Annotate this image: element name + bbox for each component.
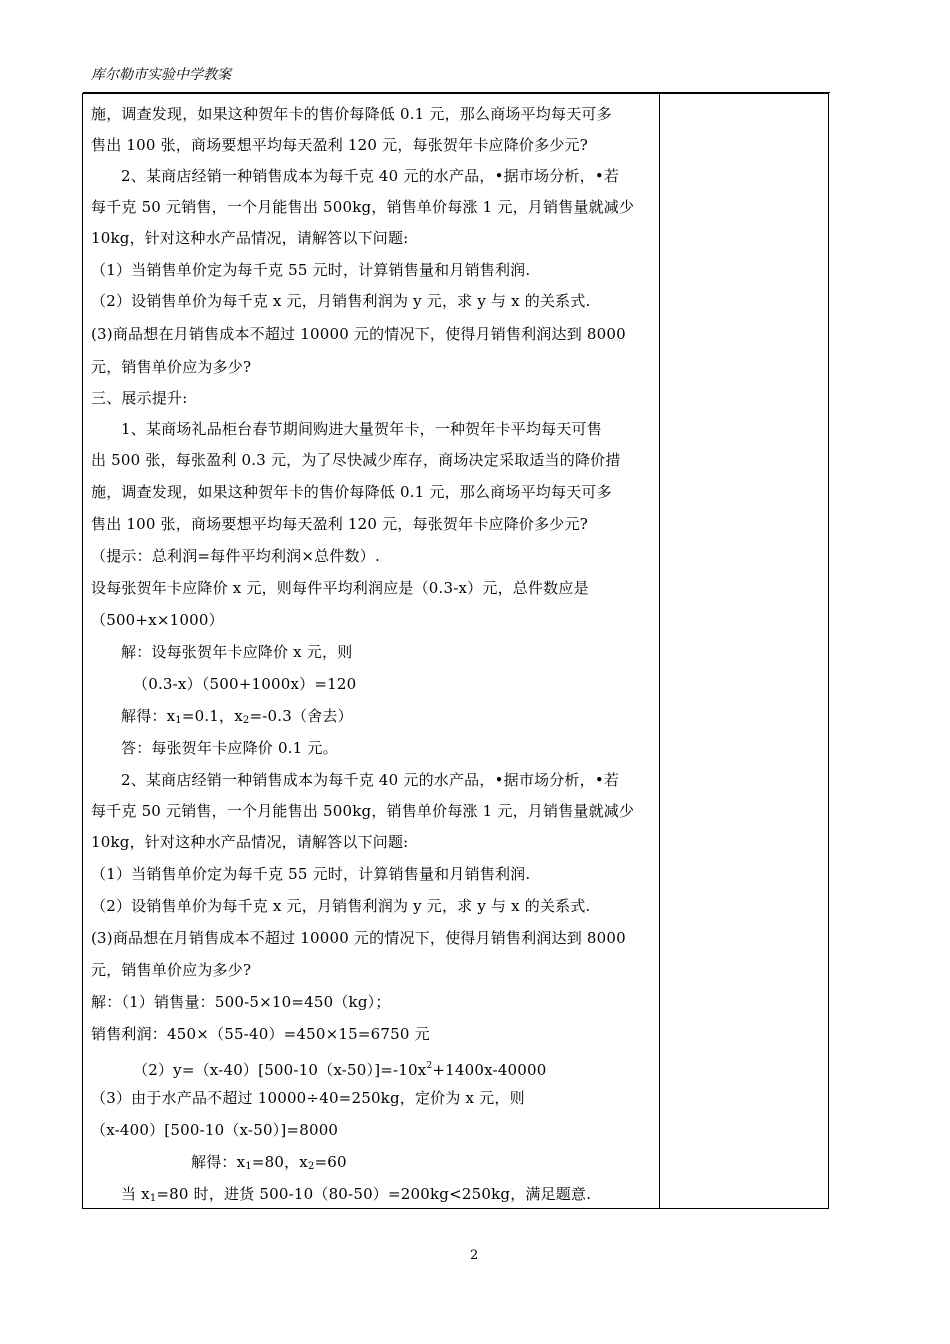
text-line: 每千克 50 元销售，一个月能售出 500kg，销售单价每涨 1 元，月销售量就减少 xyxy=(91,198,635,216)
page-number: 2 xyxy=(470,1248,479,1263)
lesson-table xyxy=(82,93,829,1209)
hint-line: （提示：总利润=每件平均利润×总件数）. xyxy=(91,547,380,565)
solution-line: （3）由于水产品不超过 10000÷40=250kg，定价为 x 元，则 xyxy=(91,1089,525,1107)
equation-line: （x-400）[500-10（x-50）]=8000 xyxy=(91,1121,339,1139)
column-divider xyxy=(659,94,660,1208)
text-line: 2、某商店经销一种销售成本为每千克 40 元的水产品，•据市场分析，•若 xyxy=(121,167,620,185)
text-line: 1、某商场礼品柜台春节期间购进大量贺年卡，一种贺年卡平均每天可售 xyxy=(121,420,602,438)
text-line: (3)商品想在月销售成本不超过 10000 元的情况下，使得月销售利润达到 8000 xyxy=(91,325,626,343)
solution-line: 当 $x_1=80$ 时，进货 500-10（80-50）=200kg<250kg，满足题意. xyxy=(121,1185,592,1204)
text-line: 施，调查发现，如果这种贺年卡的售价每降低 0.1 元，那么商场平均每天可多 xyxy=(91,483,612,501)
equation-line: $(2)y=(x-40)[500-10(x-50)]=-10x^2+1400x-40000$ xyxy=(133,1061,547,1079)
text-line: 出 500 张，每张盈利 0.3 元，为了尽快减少库存，商场决定采取适当的降价措 xyxy=(91,451,621,469)
page-header-title: 库尔勒市实验中学教案 xyxy=(91,67,231,83)
text-line: （2）设销售单价为每千克 x 元，月销售利润为 y 元，求 y 与 x 的关系式. xyxy=(91,292,591,310)
solution-line: 销售利润：450×（55-40）=450×15=6750 元 xyxy=(91,1025,430,1043)
text-line: （1）当销售单价定为每千克 55 元时，计算销售量和月销售利润. xyxy=(91,865,531,883)
solution-line: 解：（1）销售量：500-5×10=450（kg）； xyxy=(91,993,391,1011)
solution-line: 解得：$x_1=80$，$x_2=60$ xyxy=(191,1153,347,1172)
text-line: 元，销售单价应为多少? xyxy=(91,961,252,979)
text-line: 施，调查发现，如果这种贺年卡的售价每降低 0.1 元，那么商场平均每天可多 xyxy=(91,105,612,123)
equation-line: （0.3-x）（500+1000x）=120 xyxy=(133,675,357,693)
text-line: （500+x×1000） xyxy=(91,611,224,629)
text-line: (3)商品想在月销售成本不超过 10000 元的情况下，使得月销售利润达到 8000 xyxy=(91,929,626,947)
text-line: 每千克 50 元销售，一个月能售出 500kg，销售单价每涨 1 元，月销售量就减少 xyxy=(91,802,635,820)
text-line: 10kg，针对这种水产品情况，请解答以下问题: xyxy=(91,833,409,851)
text-line: 售出 100 张，商场要想平均每天盈利 120 元，每张贺年卡应降价多少元? xyxy=(91,515,588,533)
text-line: 10kg，针对这种水产品情况，请解答以下问题: xyxy=(91,229,409,247)
text-line: 解：设每张贺年卡应降价 x 元，则 xyxy=(121,643,353,661)
text-line: 元，销售单价应为多少? xyxy=(91,358,252,376)
text-line: 设每张贺年卡应降价 x 元，则每件平均利润应是（0.3-x）元，总件数应是 xyxy=(91,579,589,597)
text-line: （2）设销售单价为每千克 x 元，月销售利润为 y 元，求 y 与 x 的关系式. xyxy=(91,897,591,915)
answer-line: 答：每张贺年卡应降价 0.1 元。 xyxy=(121,739,338,757)
text-line: （1）当销售单价定为每千克 55 元时，计算销售量和月销售利润. xyxy=(91,261,531,279)
solution-line: 解得：$x_1=0.1$，$x_2=-0.3$（舍去） xyxy=(121,707,353,726)
section-heading: 三、展示提升: xyxy=(91,389,188,407)
text-line: 售出 100 张，商场要想平均每天盈利 120 元，每张贺年卡应降价多少元? xyxy=(91,136,588,154)
text-line: 2、某商店经销一种销售成本为每千克 40 元的水产品，•据市场分析，•若 xyxy=(121,771,620,789)
